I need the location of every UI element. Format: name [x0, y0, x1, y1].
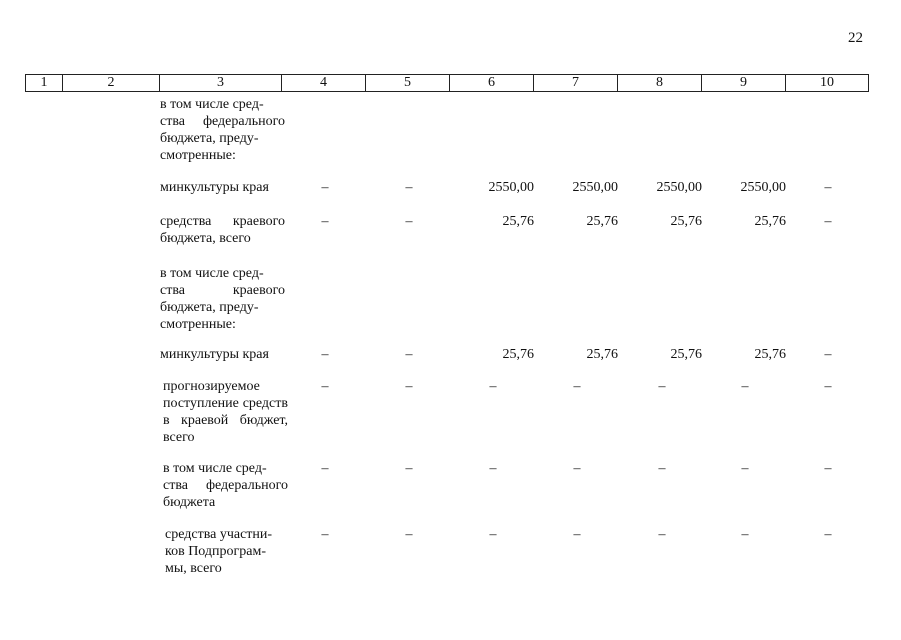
row-value-col-4: – [321, 379, 329, 394]
row-value-col-7: – [573, 461, 581, 476]
row-label: в том числе сред- ства федерального бюджета [163, 461, 288, 510]
row-value-col-9: 2550,00 [740, 180, 786, 195]
row-value-col-6: – [489, 461, 497, 476]
row-value-col-10: – [824, 347, 832, 362]
row-value-col-7: – [573, 379, 581, 394]
row-value-col-8: – [658, 461, 666, 476]
row-value-col-4: – [321, 214, 329, 229]
column-header-4: 4 [282, 75, 366, 92]
row-value-col-8: – [658, 379, 666, 394]
row-value-col-10: – [824, 461, 832, 476]
row-label: прогнозируемое поступление средств в краевой бюджет, всего [163, 379, 288, 445]
row-value-col-6: 25,76 [502, 347, 534, 362]
column-header-7: 7 [534, 75, 618, 92]
column-header-1: 1 [26, 75, 63, 92]
column-header-5: 5 [366, 75, 450, 92]
column-header-8: 8 [618, 75, 702, 92]
row-value-col-7: 2550,00 [572, 180, 618, 195]
row-label: средства краевого бюджета, всего [160, 214, 285, 246]
row-label: в том числе сред- ства федерального бюджета, преду- смотренные: [160, 97, 285, 163]
row-value-col-5: – [405, 347, 413, 362]
row-value-col-4: – [321, 180, 329, 195]
row-value-col-6: 2550,00 [488, 180, 534, 195]
row-value-col-9: 25,76 [754, 214, 786, 229]
row-value-col-6: – [489, 379, 497, 394]
row-value-col-5: – [405, 214, 413, 229]
row-value-col-7: 25,76 [586, 214, 618, 229]
row-value-col-6: 25,76 [502, 214, 534, 229]
row-value-col-9: – [741, 527, 749, 542]
row-value-col-8: 2550,00 [656, 180, 702, 195]
row-value-col-9: 25,76 [754, 347, 786, 362]
row-label: минкультуры края [160, 180, 269, 195]
column-header-row [25, 74, 869, 92]
row-value-col-4: – [321, 527, 329, 542]
row-value-col-10: – [824, 214, 832, 229]
row-value-col-4: – [321, 461, 329, 476]
row-value-col-5: – [405, 180, 413, 195]
column-header-10: 10 [786, 75, 869, 92]
row-value-col-10: – [824, 527, 832, 542]
row-value-col-8: 25,76 [670, 214, 702, 229]
row-value-col-10: – [824, 180, 832, 195]
row-value-col-7: 25,76 [586, 347, 618, 362]
row-value-col-5: – [405, 461, 413, 476]
column-header-9: 9 [702, 75, 786, 92]
row-value-col-5: – [405, 527, 413, 542]
column-header-3: 3 [160, 75, 282, 92]
page-number: 22 [848, 30, 863, 46]
row-label: минкультуры края [160, 347, 269, 362]
row-label: средства участни- ков Подпрограм- мы, всего [165, 527, 273, 576]
row-value-col-8: – [658, 527, 666, 542]
row-value-col-7: – [573, 527, 581, 542]
column-header-2: 2 [63, 75, 160, 92]
row-value-col-9: – [741, 379, 749, 394]
row-value-col-4: – [321, 347, 329, 362]
column-header-6: 6 [450, 75, 534, 92]
row-value-col-5: – [405, 379, 413, 394]
row-value-col-6: – [489, 527, 497, 542]
row-value-col-10: – [824, 379, 832, 394]
row-value-col-8: 25,76 [670, 347, 702, 362]
row-label: в том числе сред- ства краевого бюджета, преду- смотренные: [160, 266, 285, 332]
row-value-col-9: – [741, 461, 749, 476]
